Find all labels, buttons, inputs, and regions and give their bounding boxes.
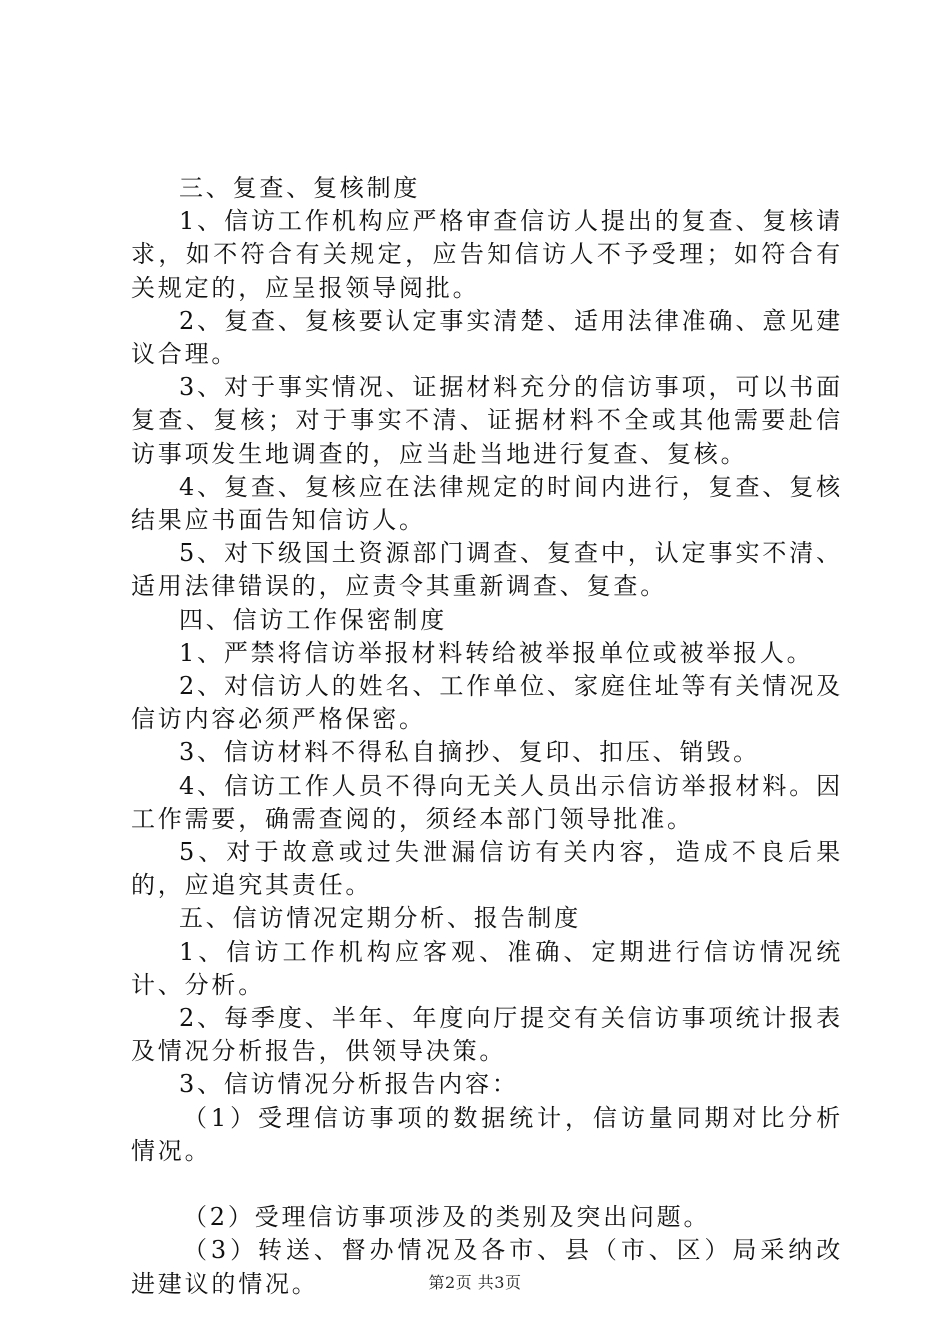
paragraph: 2、对信访人的姓名、工作单位、家庭住址等有关情况及信访内容必须严格保密。: [131, 672, 843, 734]
paragraph: 1、严禁将信访举报材料转给被举报单位或被举报人。: [179, 638, 814, 667]
paragraph: 5、对于故意或过失泄漏信访有关内容，造成不良后果的，应追究其责任。: [131, 838, 843, 900]
list-item: （3）转送、督办情况及各市、县（市、区）局采纳改进建议的情况。: [131, 1236, 843, 1298]
list-item: （1）受理信访事项的数据统计，信访量同期对比分析情况。: [131, 1103, 843, 1165]
paragraph: 5、对下级国土资源部门调查、复查中，认定事实不清、适用法律错误的，应责令其重新调查、复查。: [131, 539, 843, 601]
paragraph: 2、每季度、半年、年度向厅提交有关信访事项统计报表及情况分析报告，供领导决策。: [131, 1004, 843, 1066]
paragraph: 2、复查、复核要认定事实清楚、适用法律准确、意见建议合理。: [131, 306, 843, 369]
page-number-footer: 第2页 共3页: [428, 1273, 522, 1292]
paragraph: 3、信访情况分析报告内容：: [179, 1070, 519, 1099]
paragraph: 3、对于事实情况、证据材料充分的信访事项，可以书面复查、复核；对于事实不清、证据材料不全或其他需要赴信访事项发生地调查的，应当赴当地进行复查、复核。: [131, 373, 843, 468]
paragraph: 4、信访工作人员不得向无关人员出示信访举报材料。因工作需要，确需查阅的，须经本部门领导批准。: [131, 771, 843, 833]
section-heading: 四、信访工作保密制度: [179, 605, 447, 634]
document-body: [131, 172, 843, 1301]
section-heading: 三、复查、复核制度: [179, 174, 421, 202]
paragraph: 1、信访工作机构应客观、准确、定期进行信访情况统计、分析。: [131, 937, 843, 999]
paragraph: 4、复查、复核应在法律规定的时间内进行，复查、复核结果应书面告知信访人。: [131, 472, 843, 535]
paragraph: 1、信访工作机构应严格审查信访人提出的复查、复核请求，如不符合有关规定，应告知信访人不予受理；如符合有关规定的，应呈报领导阅批。: [131, 207, 843, 302]
section-heading: 五、信访情况定期分析、报告制度: [179, 904, 581, 933]
list-item: （2）受理信访事项涉及的类别及突出问题。: [183, 1203, 711, 1232]
paragraph: 3、信访材料不得私自摘抄、复印、扣压、销毁。: [179, 738, 760, 767]
